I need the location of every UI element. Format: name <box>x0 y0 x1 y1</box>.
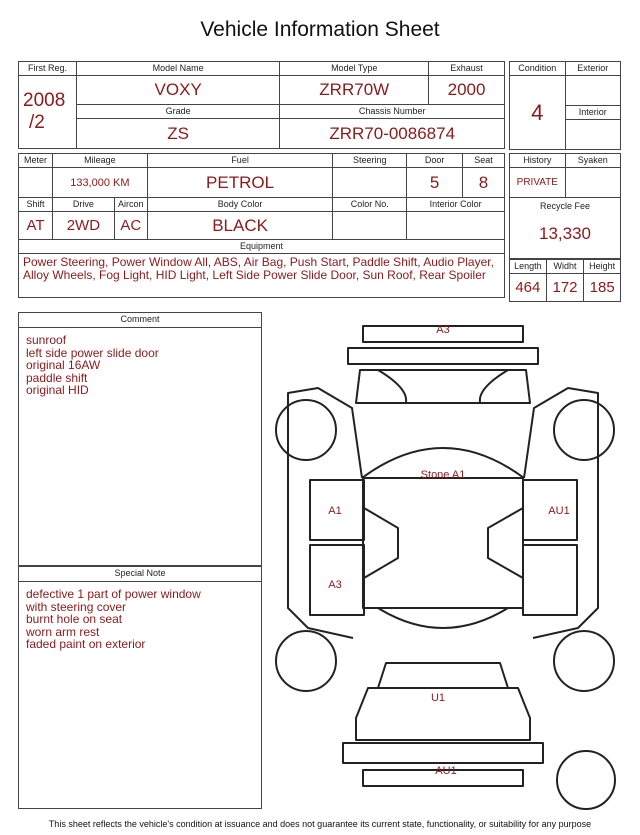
fuel-label: Fuel <box>147 154 333 168</box>
condition-label: Condition <box>510 62 566 76</box>
specs-table <box>18 153 505 298</box>
condition-value: 4 <box>510 76 566 150</box>
recycle-fee-value: 13,330 <box>539 224 591 243</box>
exterior-value <box>565 76 620 106</box>
history-value: PRIVATE <box>510 168 566 198</box>
steering-value <box>333 168 407 198</box>
color-no-value <box>333 212 407 240</box>
damage-mark-rear-bumper: U1 <box>430 692 446 704</box>
shift-value: AT <box>19 212 53 240</box>
damage-mark-bottom: AU1 <box>435 765 457 777</box>
comment-item: original HID <box>26 383 89 397</box>
right-pillar <box>488 508 523 578</box>
recycle-fee-label: Recycle Fee <box>539 201 591 211</box>
grade-value: ZS <box>76 119 279 149</box>
shift-label: Shift <box>19 198 53 212</box>
first-reg-value <box>19 76 77 149</box>
interior-label: Interior <box>565 106 620 120</box>
syaken-label: Syaken <box>565 154 620 168</box>
hood <box>356 370 530 403</box>
disclaimer-footer: This sheet reflects the vehicle's condition at issuance and does not guarantee its current state, functionality, or suitability for any purpose <box>48 819 592 829</box>
first-reg-label: First Reg. <box>19 62 77 76</box>
seat-label: Seat <box>463 154 505 168</box>
car-damage-diagram <box>268 318 620 816</box>
rear-bumper <box>343 743 543 763</box>
damage-mark-right-front: AU1 <box>548 505 570 517</box>
mileage-label: Mileage <box>52 154 147 168</box>
special-note-list <box>19 582 261 651</box>
equipment-value <box>19 254 505 298</box>
comment-item: left side power slide door <box>26 345 159 360</box>
spare-wheel <box>557 751 615 809</box>
height-value: 185 <box>584 274 621 302</box>
history-table <box>509 153 621 198</box>
interior-value <box>565 120 620 150</box>
chassis-number-label: Chassis Number <box>280 105 505 119</box>
special-note-item: faded paint on exterior <box>26 637 146 651</box>
aircon-label: Aircon <box>114 198 147 212</box>
comment-label: Comment <box>19 313 261 328</box>
recycle-fee-box <box>509 197 621 259</box>
body-color-value: BLACK <box>147 212 333 240</box>
mileage-value: 133,000 KM <box>52 168 147 198</box>
dimensions-table <box>509 259 621 302</box>
model-type-value: ZRR70W <box>280 76 429 105</box>
damage-mark-roof: Stone A1 <box>420 469 466 481</box>
door-label: Door <box>407 154 463 168</box>
sheet-title: Vehicle Information Sheet <box>200 18 440 41</box>
exterior-label: Exterior <box>565 62 620 76</box>
left-pillar <box>364 508 398 578</box>
damage-mark-left-front: A1 <box>328 505 342 517</box>
hood-line-right <box>480 370 508 402</box>
meter-value <box>19 168 53 198</box>
right-rear-wheel <box>554 631 614 691</box>
roof <box>363 478 523 608</box>
aircon-value: AC <box>114 212 147 240</box>
length-label: Length <box>510 260 547 274</box>
chassis-number-value: ZRR70-0086874 <box>280 119 505 149</box>
color-no-label: Color No. <box>333 198 407 212</box>
comment-item: sunroof <box>26 333 67 347</box>
model-type-label: Model Type <box>280 62 429 76</box>
model-name-label: Model Name <box>76 62 279 76</box>
seat-value: 8 <box>463 168 505 198</box>
drive-value: 2WD <box>52 212 114 240</box>
fuel-value: PETROL <box>147 168 333 198</box>
interior-color-value <box>407 212 505 240</box>
height-label: Height <box>584 260 621 274</box>
special-note-item: with steering cover <box>26 599 127 614</box>
left-body <box>288 388 362 638</box>
special-note-box <box>18 566 262 809</box>
rear-glass <box>378 663 508 688</box>
first-reg-year: 2008 <box>23 90 66 111</box>
rear-window <box>378 608 508 628</box>
syaken-value <box>565 168 620 198</box>
hood-line-left <box>378 370 406 402</box>
special-note-item: defective 1 part of power window <box>26 587 201 601</box>
body-color-label: Body Color <box>147 198 333 212</box>
width-label: Widht <box>546 260 584 274</box>
first-reg-month: /2 <box>29 112 45 133</box>
length-value: 464 <box>510 274 547 302</box>
drive-label: Drive <box>52 198 114 212</box>
width-value: 172 <box>546 274 584 302</box>
exhaust-label: Exhaust <box>429 62 505 76</box>
model-name-value: VOXY <box>76 76 279 105</box>
exhaust-value: 2000 <box>429 76 505 105</box>
comment-list <box>19 328 261 397</box>
right-front-wheel <box>554 400 614 460</box>
damage-mark-left-rear: A3 <box>328 579 342 591</box>
special-note-label: Special Note <box>19 567 261 582</box>
comment-item: paddle shift <box>26 370 88 385</box>
comment-item: original 16AW <box>26 358 101 372</box>
registration-table <box>18 61 505 149</box>
left-rear-wheel <box>276 631 336 691</box>
special-note-item: worn arm rest <box>26 624 100 639</box>
comment-box <box>18 312 262 566</box>
equipment-text: Power Steering, Power Window All, ABS, Air Bag, Push Start, Paddle Shift, Audio Player, Alloy Wheels, Fog Light, HID Light, Left Side Power Slide Door, Sun Roof, Rear Spoiler <box>23 255 494 282</box>
equipment-label: Equipment <box>19 240 505 254</box>
interior-color-label: Interior Color <box>407 198 505 212</box>
history-label: History <box>510 154 566 168</box>
condition-table <box>509 61 621 150</box>
special-note-item: burnt hole on seat <box>26 612 123 626</box>
damage-mark-top: A3 <box>436 324 450 336</box>
left-front-wheel <box>276 400 336 460</box>
steering-label: Steering <box>333 154 407 168</box>
meter-label: Meter <box>19 154 53 168</box>
grade-label: Grade <box>76 105 279 119</box>
right-rear-door <box>523 545 577 615</box>
front-bumper <box>348 348 538 364</box>
door-value: 5 <box>407 168 463 198</box>
